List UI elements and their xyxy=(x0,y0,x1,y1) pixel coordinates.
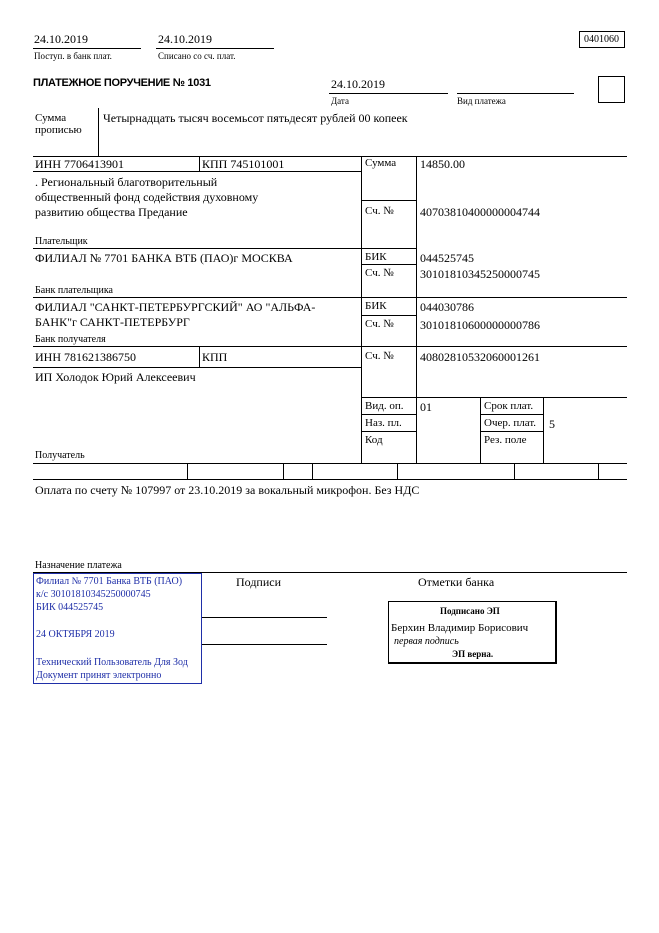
term-label: Срок плат. xyxy=(484,400,534,412)
grid-line xyxy=(361,431,416,432)
payer-kpp: КПП 745101001 xyxy=(202,157,285,171)
payer-acc: 40703810400000004744 xyxy=(420,205,540,219)
payee-corr-label: Сч. № xyxy=(365,318,394,330)
grid-line xyxy=(361,156,362,463)
form-code-box xyxy=(579,31,625,48)
payee-acc: 40802810532060001261 xyxy=(420,350,540,364)
stamp-line6: Документ принят электронно xyxy=(36,670,162,681)
payer-name-line1: . Региональный благотворительный xyxy=(35,175,218,189)
grid-line xyxy=(33,346,627,347)
received-date-line xyxy=(33,48,141,49)
payee-acc-label: Сч. № xyxy=(365,350,394,362)
grid-line xyxy=(361,264,416,265)
payer-bik-label: БИК xyxy=(365,251,387,263)
priority-value: 5 xyxy=(549,417,555,431)
payment-type-line xyxy=(457,93,574,94)
sum-label: Сумма xyxy=(365,157,397,169)
debited-label: Списано со сч. плат. xyxy=(158,51,236,61)
reserve-label: Рез. поле xyxy=(484,434,527,446)
amount-words: Четырнадцать тысяч восемьсот пятьдесят рублей 00 копеек xyxy=(103,111,408,125)
payee-bank-name-line1: ФИЛИАЛ "САНКТ-ПЕТЕРБУРГСКИЙ" АО "АЛЬФА- xyxy=(35,300,316,314)
amount-words-label-2: прописью xyxy=(35,124,82,136)
sum-value: 14850.00 xyxy=(420,157,465,171)
payee-bik: 044030786 xyxy=(420,300,474,314)
grid-line xyxy=(283,463,284,479)
grid-line xyxy=(416,156,417,463)
order-date: 24.10.2019 xyxy=(331,77,385,91)
payer-acc-label: Сч. № xyxy=(365,205,394,217)
payer-label: Плательщик xyxy=(35,236,88,247)
payee-bik-label: БИК xyxy=(365,300,387,312)
bank-stamp xyxy=(33,573,202,684)
grid-line xyxy=(543,397,544,463)
grid-line xyxy=(480,431,543,432)
received-date: 24.10.2019 xyxy=(34,32,88,46)
grid-line xyxy=(33,463,627,464)
ep-valid: ЭП верна. xyxy=(452,649,494,659)
payment-type-label: Вид платежа xyxy=(457,96,506,106)
order-title: ПЛАТЕЖНОЕ ПОРУЧЕНИЕ № 1031 xyxy=(33,77,211,89)
payer-name-line3: развитию общества Предание xyxy=(35,205,188,219)
stamp-line4: 24 ОКТЯБРЯ 2019 xyxy=(36,629,115,640)
op-type-label: Вид. оп. xyxy=(365,400,404,412)
grid-line xyxy=(514,463,515,479)
priority-label: Очер. плат. xyxy=(484,417,537,429)
payee-bank-name-line2: БАНК"г САНКТ-ПЕТЕРБУРГ xyxy=(35,315,190,329)
grid-line xyxy=(361,315,416,316)
purpose-code-label: Наз. пл. xyxy=(365,417,402,429)
grid-line xyxy=(312,463,313,479)
payment-type-box xyxy=(598,76,625,103)
signatures-label: Подписи xyxy=(236,575,282,589)
purpose-label: Назначение платежа xyxy=(35,560,122,571)
signature-line-2 xyxy=(202,644,327,645)
grid-line xyxy=(199,346,200,367)
payee-corr: 30101810600000000786 xyxy=(420,318,540,332)
stamp-line5: Технический Пользователь Для Зод xyxy=(36,657,188,668)
signer-name: Берхин Владимир Борисович xyxy=(391,622,529,634)
grid-line xyxy=(397,463,398,479)
stamp-line1: Филиал № 7701 Банка ВТБ (ПАО) xyxy=(36,576,183,587)
order-date-label: Дата xyxy=(331,96,349,106)
grid-line xyxy=(33,297,627,298)
payer-bank-name: ФИЛИАЛ № 7701 БАНКА ВТБ (ПАО)г МОСКВА xyxy=(35,251,293,265)
grid-line xyxy=(33,248,416,249)
grid-line xyxy=(361,414,416,415)
debited-date-line xyxy=(156,48,274,49)
ep-signed: Подписано ЭП xyxy=(440,606,500,616)
stamp-line2: к/с 30101810345250000745 xyxy=(36,589,151,600)
first-signature: первая подпись xyxy=(394,636,459,647)
payer-bik: 044525745 xyxy=(420,251,474,265)
debited-date: 24.10.2019 xyxy=(158,32,212,46)
form-code: 0401060 xyxy=(584,34,619,45)
bank-marks-label: Отметки банка xyxy=(418,575,495,589)
grid-line xyxy=(33,367,361,368)
payer-inn: ИНН 7706413901 xyxy=(35,157,124,171)
order-date-line xyxy=(329,93,448,94)
payee-kpp: КПП xyxy=(202,350,228,364)
payee-inn: ИНН 781621386750 xyxy=(35,350,136,364)
received-label: Поступ. в банк плат. xyxy=(34,51,112,61)
grid-line xyxy=(33,479,627,480)
payee-name: ИП Холодок Юрий Алексеевич xyxy=(35,370,196,384)
payer-bank-label: Банк плательщика xyxy=(35,285,113,296)
payer-corr-label: Сч. № xyxy=(365,267,394,279)
amount-words-divider xyxy=(98,108,99,156)
grid-line xyxy=(187,463,188,479)
payee-bank-label: Банк получателя xyxy=(35,334,106,345)
payer-corr: 30101810345250000745 xyxy=(420,267,540,281)
grid-line xyxy=(361,397,627,398)
grid-line xyxy=(199,156,200,171)
code-label: Код xyxy=(365,434,383,446)
grid-line xyxy=(480,414,543,415)
grid-line xyxy=(33,171,361,172)
grid-line xyxy=(480,397,481,463)
purpose-text: Оплата по счету № 107997 от 23.10.2019 за вокальный микрофон. Без НДС xyxy=(35,483,420,497)
grid-line xyxy=(598,463,599,479)
payee-label: Получатель xyxy=(35,450,85,461)
signature-line-1 xyxy=(202,617,327,618)
payer-name-line2: общественный фонд содействия духовному xyxy=(35,190,259,204)
grid-line xyxy=(361,200,416,201)
amount-words-label-1: Сумма xyxy=(35,112,67,124)
ep-signature-box xyxy=(388,601,557,664)
op-type-value: 01 xyxy=(420,400,432,414)
stamp-line3: БИК 044525745 xyxy=(36,602,104,613)
